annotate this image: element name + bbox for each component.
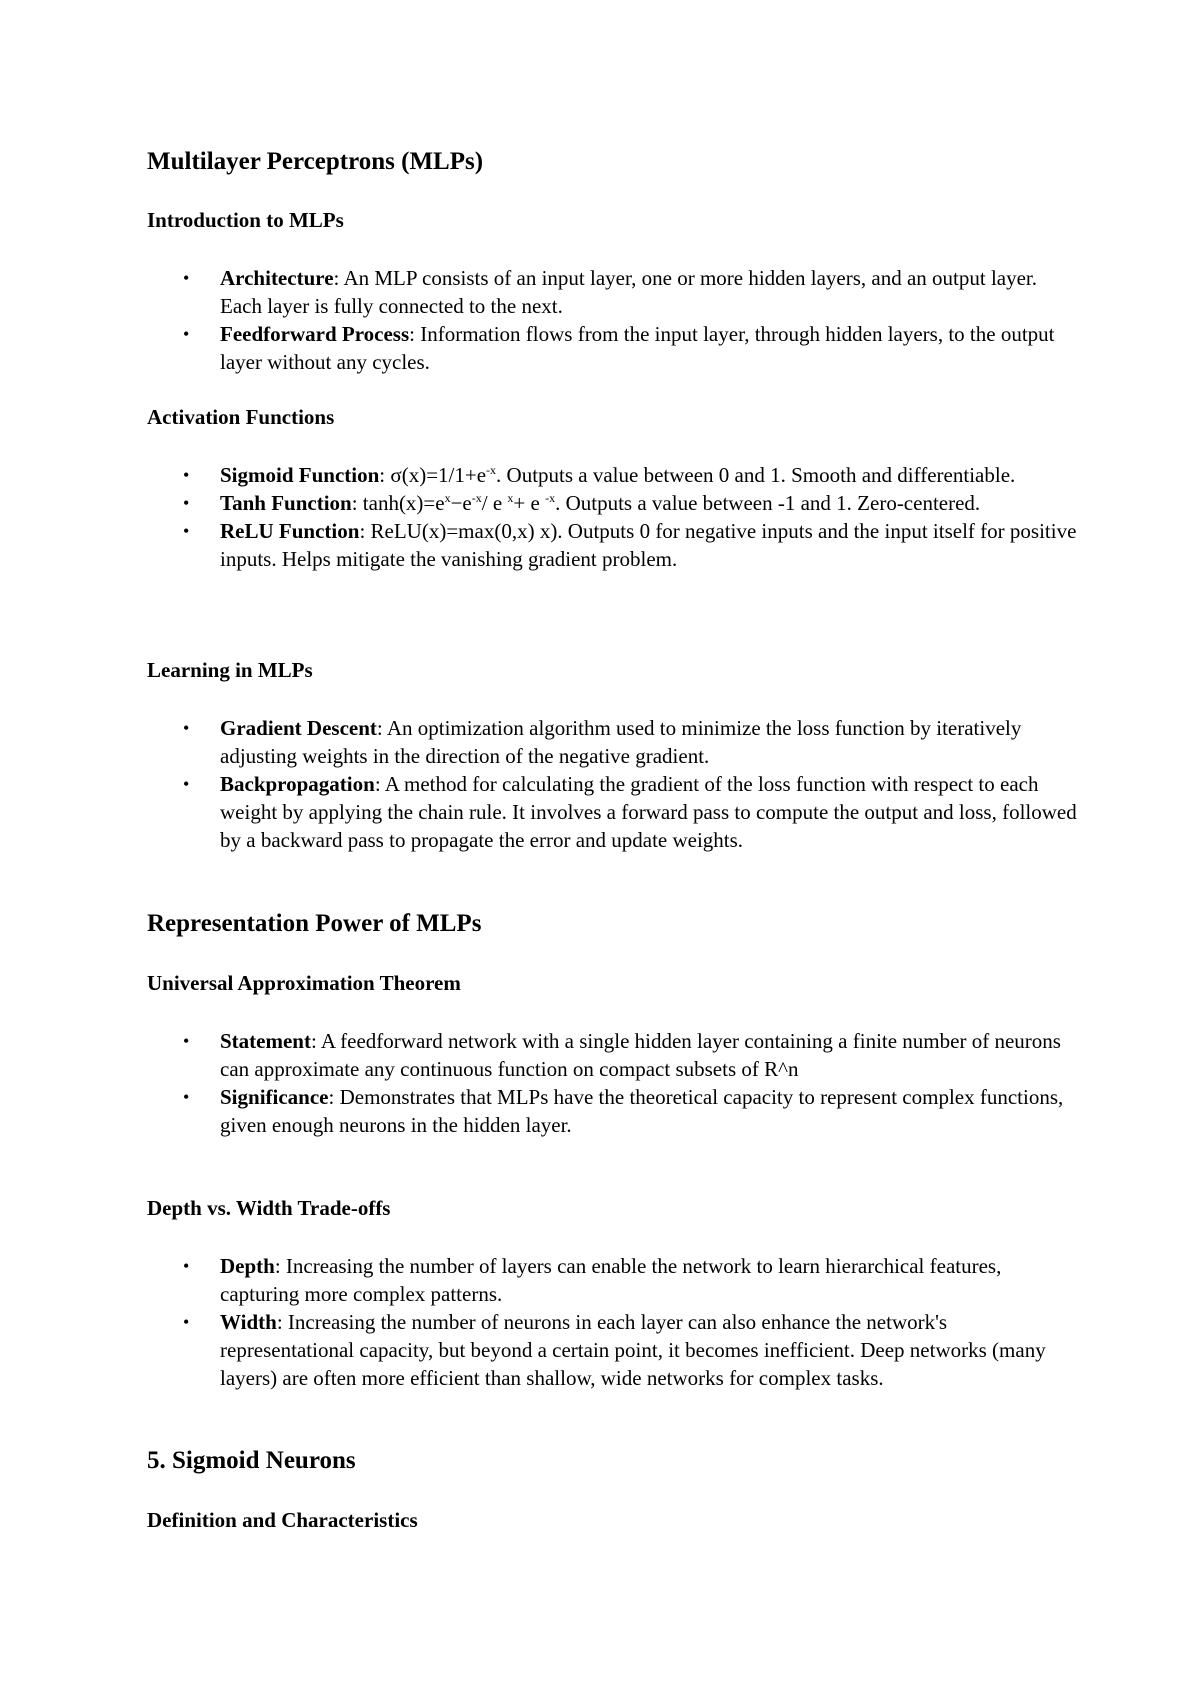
bullet-icon: • [183,774,190,794]
item-term: Width [220,1310,277,1334]
section-title-sigmoid: 5. Sigmoid Neurons [147,1447,356,1474]
heading-depth-width: Depth vs. Width Trade-offs [147,1196,391,1220]
depth-list [147,1252,1077,1392]
formula-superscript: -x [471,491,482,505]
uat-list [147,1027,1077,1139]
item-text: : A feedforward network with a single hidden layer containing a finite number of neurons can approximate any continuous function on compact subsets of R^n [220,1029,1061,1081]
heading-definition: Definition and Characteristics [147,1508,418,1532]
heading-introduction: Introduction to MLPs [147,208,344,232]
bullet-icon: • [183,324,190,344]
list-item [147,1083,1077,1139]
heading-uat: Universal Approximation Theorem [147,971,461,995]
section-title-representation: Representation Power of MLPs [147,910,482,937]
item-text: : A method for calculating the gradient of the loss function with respect to each weight by applying the chain rule. It involves a forward pass to compute the output and loss, followed by a backward pass to propagate the error and update weights. [220,772,1077,852]
item-text: : Demonstrates that MLPs have the theoretical capacity to represent complex functions, given enough neurons in the hidden layer. [220,1085,1064,1137]
section-title-mlps: Multilayer Perceptrons (MLPs) [147,148,484,175]
item-term: Sigmoid Function [220,463,380,487]
item-text: : An optimization algorithm used to minimize the loss function by iteratively adjusting weights in the direction of the negative gradient. [220,716,1022,768]
intro-list [147,264,1077,376]
item-term: Gradient Descent [220,716,377,740]
item-term: ReLU Function [220,519,360,543]
bullet-icon: • [183,268,190,288]
formula-text: / e [481,491,508,515]
formula-superscript: -x [545,491,556,505]
formula-text: −e [450,491,472,515]
item-term: Backpropagation [220,772,375,796]
list-item [147,714,1077,770]
list-item [147,264,1077,320]
bullet-icon: • [183,1031,190,1051]
item-term: Depth [220,1254,275,1278]
list-item [147,489,1077,517]
learning-list [147,714,1077,854]
item-text: : Increasing the number of layers can enable the network to learn hierarchical features, capturing more complex patterns. [220,1254,1002,1306]
item-term: Statement [220,1029,311,1053]
activation-list [147,461,1077,573]
list-item [147,461,1077,489]
formula-text: + e [513,491,546,515]
heading-activation: Activation Functions [147,405,335,429]
formula-text: : σ(x)=1/1+e [379,463,487,487]
formula-superscript: x [444,491,451,505]
list-item [147,770,1077,854]
item-text: : Information flows from the input layer, through hidden layers, to the output layer without any cycles. [220,322,1055,374]
item-term: Feedforward Process [220,322,410,346]
item-term: Architecture [220,266,334,290]
bullet-icon: • [183,493,190,513]
item-text: : An MLP consists of an input layer, one or more hidden layers, and an output layer. Each layer is fully connected to the next. [220,266,1038,318]
bullet-icon: • [183,521,190,541]
list-item [147,517,1077,573]
bullet-icon: • [183,1312,190,1332]
bullet-icon: • [183,1087,190,1107]
item-text: : Increasing the number of neurons in each layer can also enhance the network's representational capacity, but beyond a certain point, it becomes inefficient. Deep networks (many layers) are often more efficient than shallow, wide networks for complex tasks. [220,1310,1046,1390]
bullet-icon: • [183,718,190,738]
heading-learning: Learning in MLPs [147,658,313,682]
item-term: Tanh Function [220,491,352,515]
item-text: . Outputs a value between -1 and 1. Zero-centered. [555,491,981,515]
bullet-icon: • [183,1256,190,1276]
item-term: Significance [220,1085,329,1109]
formula-text: : tanh(x)=e [351,491,445,515]
list-item [147,1252,1077,1308]
list-item [147,1027,1077,1083]
formula-superscript: x [507,491,514,505]
bullet-icon: • [183,465,190,485]
list-item [147,1308,1077,1392]
item-text: . Outputs a value between 0 and 1. Smooth and differentiable. [496,463,1016,487]
item-text: : ReLU(x)=max(0,x) x). Outputs 0 for negative inputs and the input itself for positive inputs. Helps mitigate the vanishing gradient problem. [220,519,1077,571]
list-item [147,320,1077,376]
formula-superscript: -x [486,463,497,477]
